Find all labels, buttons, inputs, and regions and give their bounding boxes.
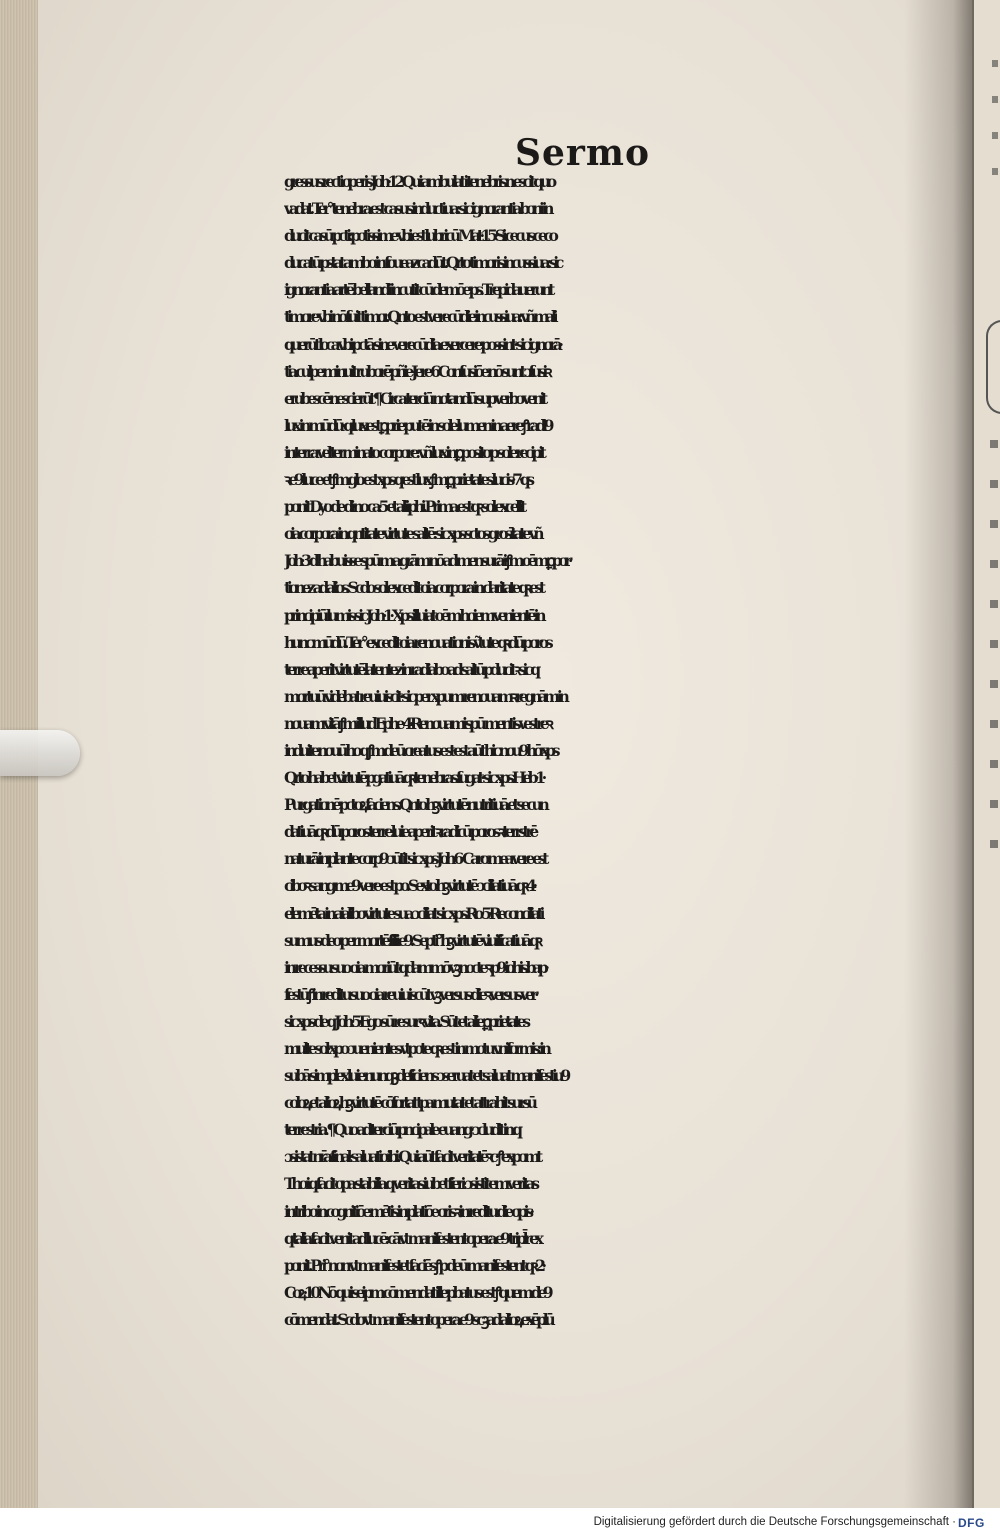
- text-line: terre aperit virtutē latentez in radiabo ad saltū pducit ꝛ sic q: [284, 659, 537, 679]
- text-line: hunc mūdū. Ter° excedit oia renouationis ṽtute qꝛ dū poros: [284, 632, 550, 652]
- text-line: ꝛ e9 luce et ꝭm glo·est xps q est lux ꝭm ꝑprietates lucis·7·qs: [284, 470, 531, 490]
- running-head: Sermo: [515, 132, 650, 174]
- text-line: querūt loca vbi pctā sine verecūdia exercere possint· sic ignorā·: [284, 334, 560, 354]
- text-line: in recessu suo oia moriūt qdammō vꝫ nocte ꝛ p9 iohis bap·: [284, 957, 546, 977]
- text-line: mortuū videbat reuiuiscit· sic per xpum renouam ꝛ regnām in: [284, 686, 566, 706]
- text-line: Tho·i·q facit opa stabilia q veritas iubet fieri· ɔsistit em veritas: [284, 1174, 536, 1194]
- text-line: tionez ad alios. Scdo sol excedit oia corpora in claritate qꝛ est: [284, 578, 542, 598]
- footer-bar: [0, 1508, 1000, 1538]
- text-line: coloꝝ et alioꝝ hꝫ virtutē cōfortat tpa mutat et attrahit sursū: [284, 1093, 534, 1113]
- text-line: naturā in plante corp9 ɔūtit sic xps Joh·6· Caro mea vere est: [284, 849, 546, 869]
- text-line: datiuā qꝛ dū poros terre luie aperit ꝛ radicū poros ꝛ terrstrē: [284, 822, 535, 842]
- text-line: vadat. Ter° tenebra est casus inductiua: sic ignorantia boni in: [284, 199, 551, 219]
- text-line: q talia facit venit ad lucē: cā vt manifestent opera e9 tripl̄r ex: [284, 1228, 540, 1248]
- text-line: Purgationē pctoꝝ faciens. Qnto hꝫ virtutē nutritiuā et secun: [284, 795, 546, 815]
- text-line: Coꝝ·10·Nō qui seipm cōmendat ille pbatus est ꝭ quem de9: [284, 1282, 550, 1302]
- text-line: Joh·3·d habuisse spū m·a·grām nō ad mensurā·i·ꝭm oēm ꝑpor·: [284, 551, 570, 571]
- dfg-logo: DFG: [958, 1516, 985, 1530]
- text-line: ignorantia artē bellandi incutit cū demōe ps. Trepidauerunt: [284, 280, 551, 300]
- text-line: elemēta in aialibo virtute sua ɔciliat sic xps Ro·5·Reconciliati: [284, 903, 542, 923]
- text-line: cibo ꝛ sang·me9·vere est po. Sexto hꝫ virtutē ɔciliatiuā qꝛ·4·: [284, 876, 534, 896]
- gutter-shadow: [904, 0, 974, 1508]
- funding-credit: Digitalisierung gefördert durch die Deutsche Forschungsgemeinschaft ·: [593, 1516, 956, 1528]
- facing-page-ink: [992, 60, 998, 180]
- text-line: in tribo in cognitiōe mētis in platiōe oris ꝛ in reditu die opis·: [284, 1201, 531, 1221]
- text-line: erubescē nescierūt ¶ Circa terciū notandū sup verbo venit: [284, 388, 544, 408]
- text-line: festū ꝭ in reditu suo oia reuiuiscūt vꝫ versus die ꝛ versus ver·: [284, 984, 536, 1004]
- text-line: in terra vel terminato corpore: vñ lux in ꝑposito p sole recipit: [284, 442, 543, 462]
- text-line: principiū lumis sic Joh·1· Xps illuiat oēm hoiem venientē in: [284, 605, 543, 625]
- text-line: subā simplex luie nunqꝫ deficiens ɔseruat et saluat manifestiu9: [284, 1066, 567, 1086]
- text-line: Qrto habet virtutē pgatiuā qꝛ tenebras fugat· sic xps Heb·1·: [284, 768, 543, 788]
- text-line: timore vbi nō fuit timor. Qnto est verecūdie incussiua: vñ mali: [284, 307, 555, 327]
- facing-page-edge: [972, 0, 1000, 1508]
- text-line: sumus deo per mortē filii e9. Septi° hꝫ virtutē viuificatiuā qꝛ: [284, 930, 539, 950]
- text-block: [284, 168, 884, 1329]
- page-weight-clip: [0, 730, 80, 776]
- text-line: tia culpe minuit ruborē pñie Jere·6·Confusiōe nō sunt ɔfusi ꝛ: [284, 361, 549, 381]
- text-line: ducit casū pcti: potissime vbi est lubricū Mat·15·Si cecus ceco: [284, 226, 555, 246]
- text-line: ducatū pstat ambo in foueaz cadūt. Qrto timoris incussiua: sic: [284, 253, 561, 273]
- text-line: nouam vitā ꝭm illud Ephe·4·Renouami spū mentis vestre ꝛ: [284, 713, 550, 733]
- text-line: gressus recti operis Joh·12·Qui ambulat i tenebris n escit quo: [284, 172, 553, 191]
- text-line: sic xps de q Joh·5·Ego sū resur·ꝛ vita. Sūt et alie ꝑprietates: [284, 1011, 527, 1031]
- text-line: oia corpora in qntitate virtute saltē: sic xps sctos grosītate·vñ: [284, 524, 541, 544]
- text-line: ponit. Pri° non vt manifestet faciēs ꝭ p deū manifestent qꝛ·2·: [284, 1255, 543, 1275]
- text-line: ponit Dyo·de di·no·ca·5·et alii phi. Prima est qꝛ sol excellit: [284, 497, 523, 517]
- text-line: multe sol· xpo ɔuenientes vtpote qꝛ est in motu vniformis: in: [284, 1039, 548, 1058]
- text-line: cōmendat. Scdo vt manifestent opera e9 scꝫ ad alioꝝ exēplū: [284, 1309, 552, 1329]
- text-line: terrestria. ¶ Quo ad terciū pncipale euang· ɔcludit in q: [284, 1120, 519, 1140]
- facing-page-ornament: [986, 320, 1000, 414]
- facing-page-ink: [990, 440, 998, 860]
- text-line: induite nouū ho·q ꝭm deū creatus est·est aūt hic nou9 hō xps: [284, 740, 557, 760]
- text-line: ɔsistat nr̄a final· saluatio ibi. Qui aūt facit veritatē ꝛc· ꝭ expomt: [284, 1147, 539, 1167]
- text-line: lux in mūdū· q lux est ꝑprie put ē in sole lumen in aere ꝭ radi9: [284, 415, 551, 435]
